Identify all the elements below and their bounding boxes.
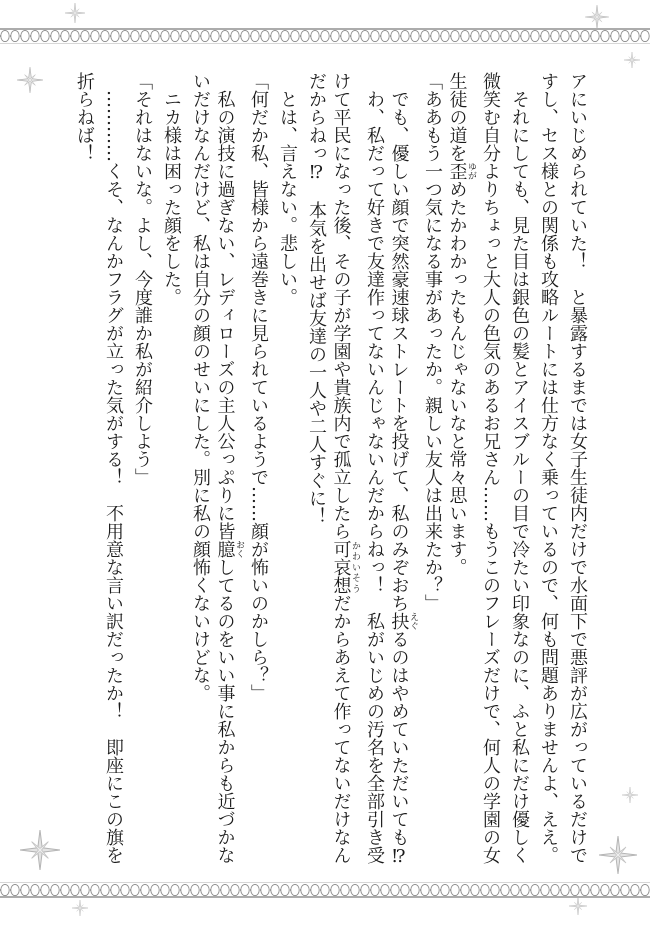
column-text: いだけなんだけど、私は自分の顔のせいにした。別に私の顔怖くないけどな。 (190, 72, 211, 702)
column-text: るのはやめていただいても⁉ (388, 630, 410, 867)
text-column (447, 72, 476, 872)
ruby-base: 臆 (214, 540, 236, 558)
column-text: けて平民になった後、その子が学園や貴族内で孤立したら (330, 72, 352, 540)
ruby-reading: かわいそう (350, 540, 360, 594)
column-text: ニカ様は困った顔をした。 (161, 90, 182, 306)
ruby-reading: えぐ (408, 612, 418, 630)
column-text: とは、言えない。悲しい。 (277, 90, 298, 306)
text-column (70, 72, 99, 872)
text-column (534, 72, 563, 872)
column-text: 折らねば！ (74, 72, 95, 162)
column-text: それにしても、見た目は銀色の髪とアイスブルーの目で冷たい印象なのに、ふと私にだけ優しく (509, 90, 530, 864)
text-column (476, 72, 505, 872)
column-text: 生徒の道を (446, 72, 468, 162)
vertical-text-body (70, 72, 592, 872)
text-column (505, 72, 534, 872)
column-text: してるのをいい事に私からも近づかな (214, 558, 236, 864)
sparkle-icon (72, 900, 88, 916)
column-text: すし、セス様との関係も攻略ルートには仕方なく乗っているので、何も問題ありませんよ、ええ。 (538, 72, 559, 864)
text-column (418, 72, 447, 872)
column-text: でも、優しい顔で突然豪速球ストレートを投げて、私のみぞおち (388, 90, 410, 612)
ruby-reading: おく (234, 540, 244, 558)
ruby-annotation (330, 540, 360, 594)
ruby-annotation (214, 540, 244, 558)
text-column (128, 72, 157, 872)
sparkle-icon (599, 836, 637, 874)
sparkle-icon (569, 897, 587, 915)
ruby-base: 抉 (388, 612, 410, 630)
text-column (389, 72, 418, 872)
column-text: 「何だか私、皆様から遠巻きに見られているようで……顔が怖いのかしら？」 (248, 72, 269, 702)
text-column (215, 72, 244, 872)
ruby-annotation (388, 612, 418, 630)
text-column (157, 72, 186, 872)
text-column (99, 72, 128, 872)
text-column (563, 72, 592, 872)
sparkle-icon (65, 3, 85, 23)
column-text: 「それはないな。よし、今度誰か私が紹介しよう」 (132, 72, 153, 486)
sparkle-icon (622, 787, 638, 803)
sparkle-icon (585, 5, 609, 29)
column-text: アにいじめられていた！ と暴露するまでは女子生徒内だけで水面下で悪評が広がっているだけで (567, 72, 588, 864)
text-column (331, 72, 360, 872)
ruby-reading: ゆが (466, 162, 476, 180)
lace-border-top (0, 28, 650, 44)
column-text: 微笑む自分よりちょっと大人の色気のあるお兄さん……もうこのフレーズだけで、何人の学園の女 (480, 72, 501, 864)
lace-border-bottom (0, 882, 650, 898)
column-text: 「ああもう一つ気になる事があったか。親しい友人は出来たか？」 (422, 72, 443, 612)
sparkle-icon (20, 830, 60, 870)
text-column (273, 72, 302, 872)
sparkle-icon (624, 52, 640, 68)
column-text: 私の演技に過ぎない、レディローズの主人公っぷりに皆 (214, 90, 236, 540)
column-text: めたかわかったもんじゃないなと常々思います。 (446, 180, 468, 576)
sparkle-icon (17, 67, 43, 93)
text-column (360, 72, 389, 872)
column-text: だからねっ⁉ 本気を出せば友達の一人や二人すぐに！ (306, 72, 327, 525)
ruby-base: 歪 (446, 162, 468, 180)
column-text: わ、私だって好きで友達作ってないんじゃないんだからねっ！ 私がいじめの汚名を全部引き受 (364, 90, 385, 864)
column-text: だからあえて作ってないだけなん (330, 594, 352, 864)
text-column (244, 72, 273, 872)
ruby-annotation (446, 162, 476, 180)
column-text: …………くそ、なんかフラグが立った気がする！ 不用意な言い訳だったか！ 即座にこの旗を (103, 90, 124, 864)
ruby-base: 可哀想 (330, 540, 352, 594)
